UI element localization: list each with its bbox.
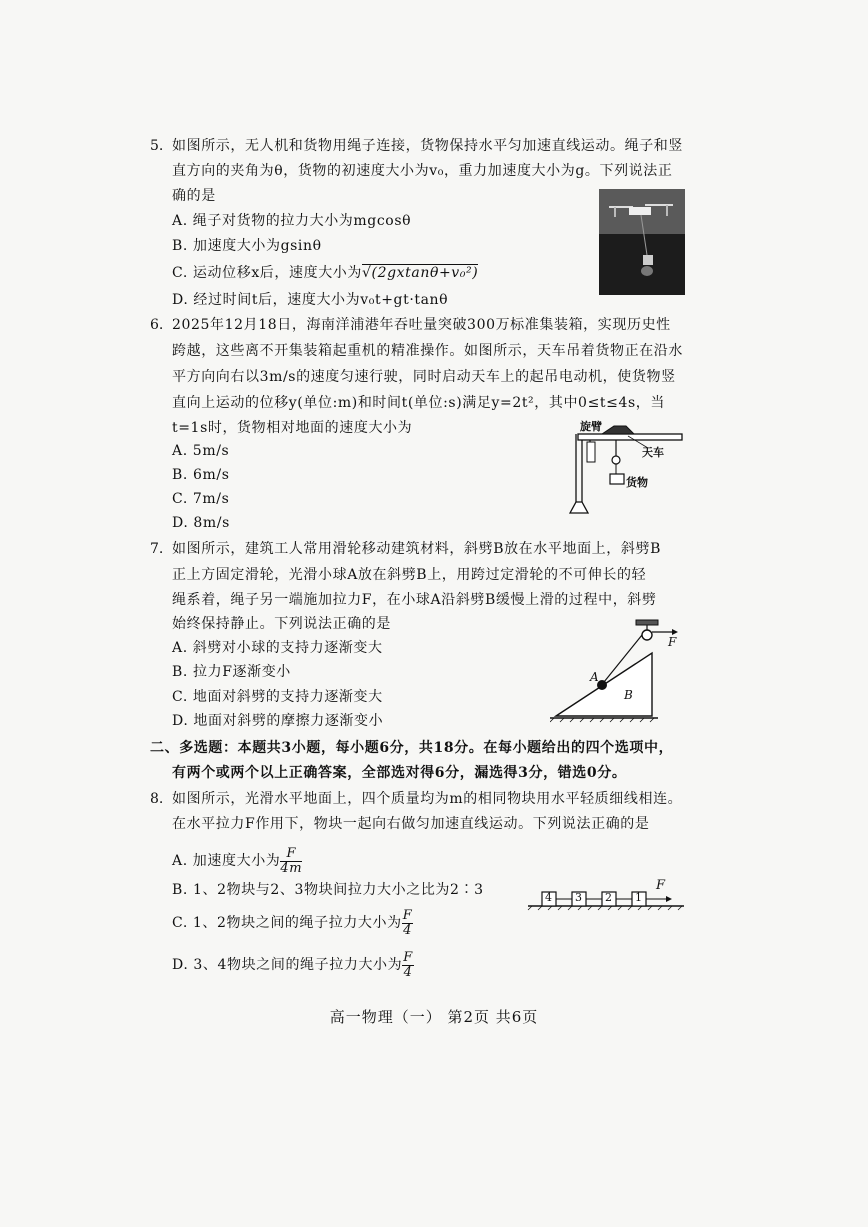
q6-stem-line4: 直向上运动的位移y(单位:m)和时间t(单位:s)满足y=2t²，其中0≤t≤4s，当 (172, 395, 665, 411)
q7-stem-line4: 始终保持静止。下列说法正确的是 (172, 616, 391, 632)
q6-option-c: C. 7m/s (172, 491, 230, 507)
blocks-figure (526, 876, 686, 916)
q5-option-a: A. 绳子对货物的拉力大小为mgcosθ (172, 213, 412, 229)
q6-option-d: D. 8m/s (172, 515, 230, 531)
drone-photo (599, 189, 685, 295)
q6-option-b: B. 6m/s (172, 467, 230, 483)
q8-option-c-fraction (402, 909, 414, 938)
q7-stem-line3: 绳系着，绳子另一端施加拉力F，在小球A沿斜劈B缓慢上滑的过程中，斜劈 (172, 592, 657, 608)
q6-option-a: A. 5m/s (172, 443, 230, 459)
q5-number: 5. (150, 138, 164, 154)
q8-option-c-text: C. 1、2物块之间的绳子拉力大小为 (172, 915, 402, 931)
crane-label-car: 天车 (642, 446, 664, 459)
q8-option-c-numerator: F (402, 907, 413, 923)
block-label: 4 (545, 891, 552, 904)
q5-option-c-expression: √(2gxtanθ+v₀²) (362, 265, 479, 281)
section2-heading-line2: 有两个或两个以上正确答案，全部选对得6分，漏选得3分，错选0分。 (172, 765, 627, 781)
q7-number: 7. (150, 541, 164, 557)
q8-option-a-numerator: F (280, 847, 302, 862)
q8-number: 8. (150, 791, 164, 807)
q7-option-a: A. 斜劈对小球的支持力逐渐变大 (172, 640, 383, 656)
q8-option-d-denominator: 4 (403, 964, 413, 980)
q5-option-c (172, 263, 478, 283)
crane-label-cargo: 货物 (626, 476, 648, 489)
wedge-label-f: F (668, 635, 677, 649)
q5-stem-line1: 如图所示，无人机和货物用绳子连接，货物保持水平匀加速直线运动。绳子和竖 (172, 138, 683, 154)
q7-stem-line2: 正上方固定滑轮，光滑小球A放在斜劈B上，用跨过定滑轮的不可伸长的轻 (172, 567, 647, 583)
wedge-label-b: B (624, 688, 633, 702)
q8-stem-line2: 在水平拉力F作用下，物块一起向右做匀加速直线运动。下列说法正确的是 (172, 816, 650, 832)
block-label: 3 (575, 891, 582, 904)
q5-option-d: D. 经过时间t后，速度大小为v₀t+gt·tanθ (172, 292, 449, 308)
section2-heading-line1: 二、多选题：本题共3小题，每小题6分，共18分。在每小题给出的四个选项中， (150, 740, 674, 756)
q8-option-b: B. 1、2物块与2、3物块间拉力大小之比为2∶3 (172, 882, 484, 898)
q8-option-a-text: A. 加速度大小为 (172, 853, 281, 869)
q8-option-d-fraction (402, 951, 414, 980)
blocks-label-f: F (656, 878, 666, 893)
q5-stem-line2: 直方向的夹角为θ，货物的初速度大小为v₀，重力加速度大小为g。下列说法正 (172, 163, 673, 179)
q5-stem-line3: 确的是 (172, 188, 216, 204)
crane-label-arm: 旋臂 (580, 420, 602, 433)
block-label: 2 (605, 891, 612, 904)
q6-number: 6. (150, 317, 164, 333)
q8-option-d-numerator: F (403, 949, 413, 965)
wedge-label-a: A (590, 670, 599, 684)
q8-stem-line1: 如图所示，光滑水平地面上，四个质量均为m的相同物块用水平轻质细线相连。 (172, 791, 683, 807)
q7-option-b: B. 拉力F逐渐变小 (172, 664, 291, 680)
q8-option-a (172, 846, 302, 876)
q6-stem-line3: 平方向向右以3m/s的速度匀速行驶，同时启动天车上的起吊电动机，使货物竖 (172, 369, 676, 385)
crane-figure (562, 418, 688, 518)
block-label: 1 (635, 891, 642, 904)
q6-stem-line2: 跨越，这些离不开集装箱起重机的精准操作。如图所示，天车吊着货物正在沿水 (172, 343, 683, 359)
q5-option-b: B. 加速度大小为gsinθ (172, 238, 322, 254)
q8-option-d-text: D. 3、4物块之间的绳子拉力大小为 (172, 957, 403, 973)
q8-option-a-denominator: 4m (280, 860, 303, 876)
q7-option-d: D. 地面对斜劈的摩擦力逐渐变小 (172, 713, 384, 729)
q5-option-c-text: C. 运动位移x后，速度大小为 (172, 265, 363, 281)
q7-option-c: C. 地面对斜劈的支持力逐渐变大 (172, 689, 383, 705)
q7-stem-line1: 如图所示，建筑工人常用滑轮移动建筑材料，斜劈B放在水平地面上，斜劈B (172, 541, 661, 557)
q6-stem-line1: 2025年12月18日，海南洋浦港年吞吐量突破300万标准集装箱，实现历史性 (172, 317, 671, 333)
wedge-pulley-figure (550, 618, 690, 728)
q8-option-d (172, 950, 414, 980)
q8-option-c (172, 908, 413, 938)
page-footer: 高一物理（一） 第2页 共6页 (329, 1008, 539, 1026)
q8-option-c-denominator: 4 (403, 922, 412, 938)
q6-stem-line5: t=1s时，货物相对地面的速度大小为 (172, 420, 413, 436)
q8-option-a-fraction (280, 847, 302, 876)
